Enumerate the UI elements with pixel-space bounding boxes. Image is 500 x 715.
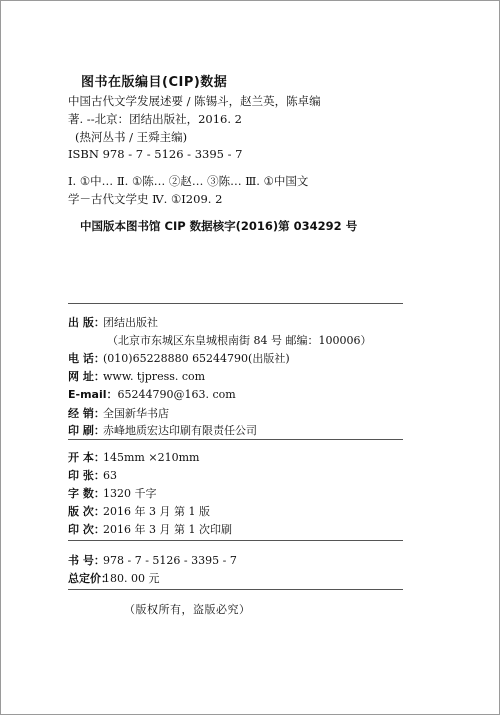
publisher-row [68, 314, 158, 330]
sheets-label: 印 张： [68, 469, 105, 482]
format-value: 145mm ×210mm [103, 451, 200, 464]
word-count-row [68, 485, 157, 501]
publisher-name: 团结出版社 [103, 316, 158, 329]
publisher-address: （北京市东城区东皇城根南街 84 号 邮编：100006） [107, 334, 372, 347]
cip-data-number: 中国版本图书馆 CIP 数据核字(2016)第 034292 号 [80, 219, 358, 233]
printer-label: 印 刷： [68, 424, 105, 437]
website-value: www. tjpress. com [103, 370, 206, 383]
price-value: 180. 00 元 [103, 572, 160, 585]
edition-label: 版 次： [68, 505, 105, 518]
publisher-label: 出 版： [68, 316, 105, 329]
cip-line-subjects: Ⅰ. ①中… Ⅱ. ①陈… ②赵… ③陈… Ⅲ. ①中国文 [68, 174, 309, 188]
divider [68, 303, 403, 304]
cip-line-title-authors: 中国古代文学发展述要 / 陈锡斗，赵兰英，陈卓编 [68, 94, 321, 108]
cip-line-isbn: ISBN 978 - 7 - 5126 - 3395 - 7 [68, 147, 243, 161]
email-row [68, 386, 236, 402]
edition-row [68, 503, 210, 519]
phone-row [68, 350, 290, 366]
isbn-row [68, 552, 237, 568]
cip-line-classification: 学－古代文学史 Ⅳ. ①I209. 2 [68, 192, 223, 206]
sheets-value: 63 [103, 469, 117, 482]
format-row [68, 449, 199, 465]
divider [68, 439, 403, 440]
website-row [68, 368, 205, 384]
email-label: E-mail： [68, 388, 118, 401]
distributor-label: 经 销： [68, 407, 105, 420]
printer-row [68, 422, 257, 438]
printer-value: 赤峰地质宏达印刷有限责任公司 [103, 424, 257, 437]
isbn-label: 书 号： [68, 554, 105, 567]
rights-notice: （版权所有，盗版必究） [124, 603, 251, 616]
divider [68, 589, 403, 590]
isbn-value: 978 - 7 - 5126 - 3395 - 7 [103, 554, 237, 567]
word-count-label: 字 数： [68, 487, 105, 500]
printing-label: 印 次： [68, 523, 105, 536]
price-label: 总定价： [68, 572, 112, 585]
phone-value: (010)65228880 65244790(出版社) [103, 352, 290, 365]
cip-line-series: (热河丛书 / 王舜主编) [75, 130, 188, 144]
printing-value: 2016 年 3 月 第 1 次印刷 [103, 523, 232, 536]
word-count-value: 1320 千字 [103, 487, 157, 500]
cip-title: 图书在版编目(CIP)数据 [81, 75, 228, 90]
sheets-row [68, 467, 117, 483]
price-row [68, 570, 159, 586]
printing-row [68, 521, 232, 537]
format-label: 开 本： [68, 451, 105, 464]
email-value: 65244790@163. com [117, 388, 236, 401]
distributor-row [68, 405, 169, 421]
cip-line-publication: 著. --北京：团结出版社，2016. 2 [68, 112, 242, 126]
website-label: 网 址： [68, 370, 105, 383]
phone-label: 电 话： [68, 352, 105, 365]
edition-value: 2016 年 3 月 第 1 版 [103, 505, 210, 518]
distributor-value: 全国新华书店 [103, 407, 169, 420]
divider [68, 540, 403, 541]
